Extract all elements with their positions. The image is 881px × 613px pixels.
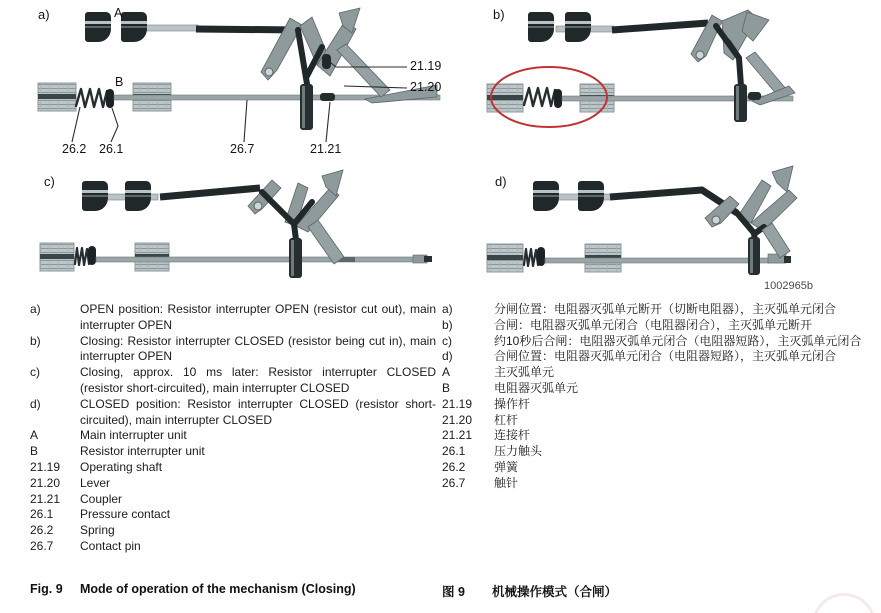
- legend-row: [30, 523, 440, 539]
- spring-glyph: [76, 89, 107, 107]
- caption-text-en: Mode of operation of the mechanism (Closing): [80, 582, 356, 596]
- legend-text: Contact pin: [80, 538, 141, 553]
- panel-b-illustration: [487, 7, 795, 127]
- legend-row: [442, 334, 872, 350]
- callout-26-2: 26.2: [62, 142, 87, 156]
- legend-key: d): [442, 349, 453, 364]
- marker-B: B: [115, 75, 124, 89]
- legend-key: A: [30, 428, 39, 443]
- legend-key: b): [30, 333, 41, 348]
- legend-key: A: [442, 365, 451, 380]
- legend-key: 21.20: [30, 475, 61, 490]
- coupler-glyph: [320, 93, 335, 101]
- legend-text: Main interrupter unit: [80, 428, 187, 443]
- legend-text: 触针: [494, 475, 519, 490]
- legend-key: 26.2: [442, 459, 466, 474]
- legend-text: Spring: [80, 523, 115, 538]
- legend-key: 21.21: [442, 428, 473, 443]
- legend-key: 21.20: [442, 412, 473, 427]
- panel-a-label: a): [38, 7, 50, 22]
- callout-26-7: 26.7: [230, 142, 255, 156]
- legend-row: [442, 444, 872, 460]
- legend-key: B: [442, 380, 451, 395]
- legend-text: Closing: Resistor interrupter CLOSED (resistor being cut in), main interrupter OPEN: [80, 333, 436, 364]
- figure-caption: [30, 582, 870, 600]
- legend-row: [30, 334, 440, 366]
- legend-row: [442, 413, 872, 429]
- legend-text: Lever: [80, 475, 111, 490]
- legend-text: CLOSED position: Resistor interrupter CLOSED (resistor short-circuited), main interrupter CLOSED: [80, 396, 436, 427]
- legend-key: a): [30, 302, 41, 316]
- legend-text: OPEN position: Resistor interrupter OPEN (resistor cut out), main interrupter OPEN: [80, 302, 436, 332]
- legend-row: [442, 428, 872, 444]
- panel-d-illustration: [487, 166, 797, 275]
- legend-text: 杠杆: [494, 412, 519, 427]
- legend-key: 21.19: [442, 396, 473, 411]
- legend-row: [442, 349, 872, 365]
- legend-text: Closing, approx. 10 ms later: Resistor interrupter CLOSED (resistor short-circuited), main interrupter CLOSED: [80, 365, 436, 395]
- legend-key: d): [30, 396, 41, 411]
- legend-row: [30, 539, 440, 555]
- legend-row: [442, 460, 872, 476]
- legend-key: 21.21: [30, 491, 61, 506]
- legend-key: 26.2: [30, 523, 54, 538]
- legend-row: [442, 476, 872, 492]
- legend: [0, 302, 881, 555]
- leader-lines-a: [72, 62, 407, 142]
- caption-chinese: [442, 582, 862, 600]
- callout-21-19: 21.19: [410, 59, 442, 73]
- lever-glyph: [337, 44, 390, 97]
- caption-label-zh: 图 9: [442, 585, 465, 599]
- legend-text: 主灭弧单元: [494, 365, 555, 380]
- panel-b-label: b): [493, 7, 505, 22]
- legend-english: [30, 302, 440, 555]
- legend-key: 26.7: [442, 475, 466, 490]
- legend-key: a): [442, 302, 453, 316]
- legend-key: B: [30, 444, 39, 459]
- panel-c-label: c): [44, 174, 55, 189]
- caption-text-zh: 机械操作模式（合闸）: [492, 585, 618, 599]
- legend-row: [442, 318, 872, 334]
- legend-row: [30, 428, 440, 444]
- caption-english: [30, 582, 440, 600]
- mechanism-diagram: [0, 0, 881, 300]
- legend-text: 分闸位置：电阻器灭弧单元断开（切断电阻器），主灭弧单元闭合: [494, 302, 837, 316]
- legend-key: b): [442, 317, 453, 332]
- pressure-contact-glyph: [106, 89, 114, 108]
- marker-A: A: [114, 6, 123, 20]
- legend-text: 操作杆: [494, 396, 531, 411]
- legend-key: 26.1: [442, 444, 466, 459]
- legend-text: Pressure contact: [80, 507, 171, 522]
- legend-text: 合闸位置：电阻器灭弧单元闭合（电阻器短路），主灭弧单元闭合: [494, 349, 837, 364]
- legend-row: [442, 302, 872, 318]
- legend-chinese: [442, 302, 872, 555]
- legend-row: [30, 492, 440, 508]
- panel-d-label: d): [495, 174, 507, 189]
- legend-row: [30, 302, 440, 334]
- legend-row: [442, 365, 872, 381]
- operating-shaft-glyph: [300, 84, 313, 130]
- legend-text: Coupler: [80, 491, 123, 506]
- legend-text: 电阻器灭弧单元: [494, 380, 579, 395]
- legend-key: c): [442, 333, 452, 348]
- legend-row: [442, 381, 872, 397]
- legend-key: 21.19: [30, 459, 61, 474]
- legend-key: c): [30, 365, 40, 380]
- legend-text: 压力触头: [494, 444, 543, 459]
- legend-text: 合闸：电阻器灭弧单元闭合（电阻器闭合），主灭弧单元断开: [494, 317, 813, 332]
- legend-text: Operating shaft: [80, 459, 163, 474]
- panel-a-illustration: [38, 8, 440, 142]
- legend-text: 约10秒后合闸：电阻器灭弧单元闭合（电阻器短路），主灭弧单元闭合: [494, 333, 862, 348]
- panel-c-illustration: [40, 170, 432, 278]
- legend-row: [30, 397, 440, 429]
- legend-row: [30, 365, 440, 397]
- legend-key: 26.7: [30, 538, 54, 553]
- callout-21-20: 21.20: [410, 80, 442, 94]
- legend-row: [30, 444, 440, 460]
- legend-text: 弹簧: [494, 459, 519, 474]
- caption-label-en: Fig. 9: [30, 582, 63, 596]
- legend-row: [30, 507, 440, 523]
- legend-text: 连接杆: [494, 428, 531, 443]
- legend-key: 26.1: [30, 507, 54, 522]
- callout-21-21: 21.21: [310, 142, 342, 156]
- legend-row: [30, 460, 440, 476]
- legend-row: [442, 397, 872, 413]
- callout-26-1: 26.1: [99, 142, 124, 156]
- legend-text: Resistor interrupter unit: [80, 444, 205, 459]
- legend-row: [30, 476, 440, 492]
- figure-number: 1002965b: [764, 280, 813, 292]
